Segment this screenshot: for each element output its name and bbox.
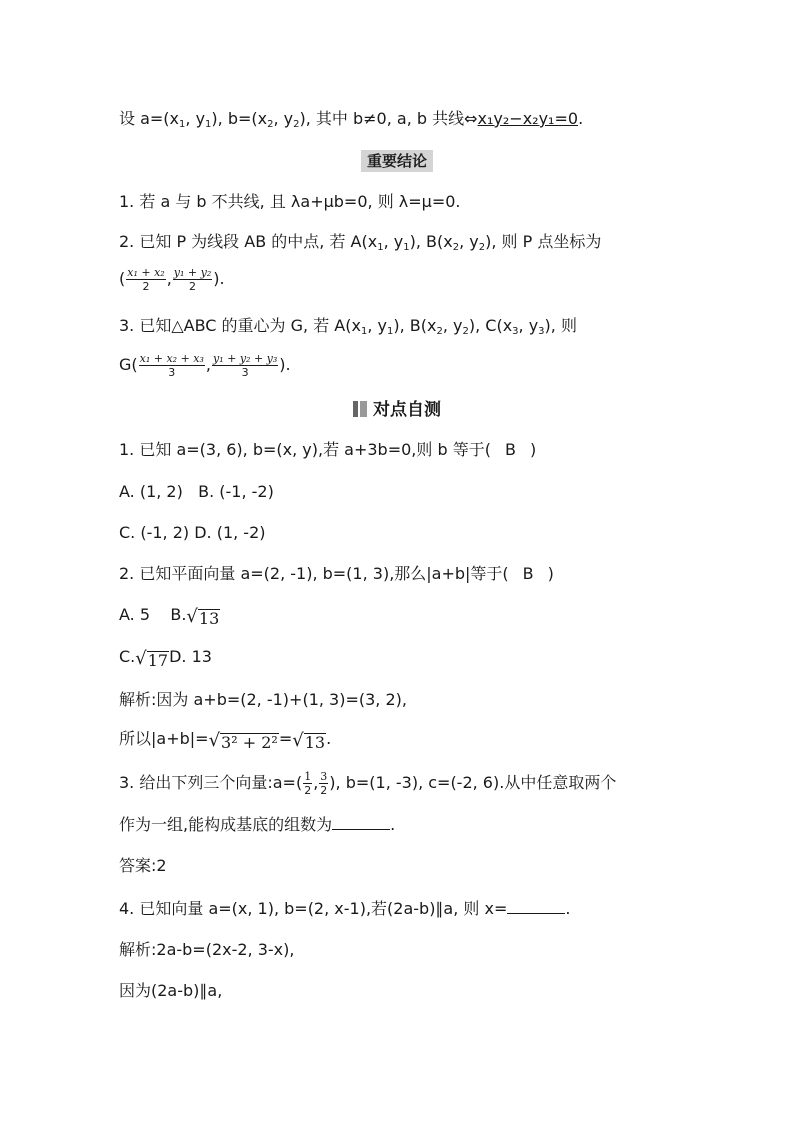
text: 作为一组,能构成基底的组数为 xyxy=(119,815,333,834)
subscript: 3 xyxy=(538,326,545,337)
question-3-answer xyxy=(119,855,167,877)
subscript: 1 xyxy=(179,119,186,130)
heading-label: 对点自测 xyxy=(373,400,441,420)
centroid-formula xyxy=(119,352,291,379)
question-1-options-ab xyxy=(119,481,274,503)
text: D. 13 xyxy=(169,647,212,666)
important-conclusions-heading xyxy=(0,150,794,172)
collinear-definition xyxy=(119,108,583,136)
subscript: 2 xyxy=(478,242,486,253)
text: , y xyxy=(442,316,463,335)
fraction-one-half xyxy=(303,770,312,797)
denominator: 2 xyxy=(320,784,328,797)
subscript: 1 xyxy=(360,326,368,337)
text: 4. 已知向量 a=(x, 1), b=(2, x-1),若(2a-b)∥a, 则 x= xyxy=(119,899,508,918)
paren: ) xyxy=(529,440,537,459)
subscript: 2 xyxy=(462,326,469,337)
text: ), C(x xyxy=(468,316,513,335)
text: , y xyxy=(459,232,479,251)
denominator: 3 xyxy=(241,366,249,379)
comma: , xyxy=(166,269,172,288)
radicand: 3² + 2² xyxy=(221,733,278,752)
text: C. (-1, 2) D. (1, -2) xyxy=(119,523,266,542)
answer-choice: B xyxy=(504,440,516,459)
subscript: 1 xyxy=(205,119,212,130)
denominator: 2 xyxy=(189,280,197,293)
text: 2. 已知平面向量 a=(2, -1), b=(1, 3),那么|a+b|等于( xyxy=(119,564,509,583)
text: , y xyxy=(383,232,404,251)
fraction-y xyxy=(173,266,212,293)
section-marker-icon xyxy=(353,401,367,417)
text: 所以|a+b|= xyxy=(119,729,209,748)
square-root xyxy=(209,731,279,752)
fraction-three-halves xyxy=(319,770,328,797)
text: . xyxy=(390,815,396,834)
conclusion-3 xyxy=(119,315,577,343)
question-2-options-cd xyxy=(119,646,212,670)
text: ), 则 xyxy=(544,316,577,335)
numerator: 3 xyxy=(320,770,328,783)
question-1 xyxy=(119,439,536,461)
paren: ). xyxy=(279,355,291,374)
conclusion-1 xyxy=(119,191,461,213)
text: , y xyxy=(518,316,539,335)
numerator: x₁ + x₂ xyxy=(127,266,165,279)
question-2-solution-1 xyxy=(119,689,407,711)
subscript: 1 xyxy=(377,242,384,253)
fraction-x xyxy=(139,352,205,379)
radical-sign: √ xyxy=(292,730,304,751)
answer-blank[interactable] xyxy=(507,899,565,914)
text: , y xyxy=(367,316,387,335)
text: 1. 若 a 与 b 不共线, 且 λa+μb=0, 则 λ=μ=0. xyxy=(119,192,461,211)
comma: , xyxy=(313,773,319,792)
text: . xyxy=(578,109,584,128)
radical-sign: √ xyxy=(208,730,221,751)
text: ), b=(x xyxy=(211,109,268,128)
text: , y xyxy=(185,109,206,128)
subscript: 1 xyxy=(386,326,394,337)
comma: , xyxy=(205,355,211,374)
numerator: y₁ + y₂ + y₃ xyxy=(213,352,278,365)
text: 3. 已知△ABC 的重心为 G, 若 A(x xyxy=(119,316,361,335)
question-3 xyxy=(119,770,616,797)
radicand: 17 xyxy=(147,651,169,670)
denominator: 2 xyxy=(142,280,150,293)
denominator: 2 xyxy=(304,784,312,797)
subscript: 2 xyxy=(436,326,443,337)
text: 答案:2 xyxy=(119,856,167,875)
text: ), 则 P 点坐标为 xyxy=(485,232,602,251)
text: . xyxy=(326,729,332,748)
text: 1. 已知 a=(3, 6), b=(x, y),若 a+3b=0,则 b 等于( xyxy=(119,440,491,459)
subscript: 2 xyxy=(293,119,300,130)
midpoint-formula xyxy=(119,266,225,293)
subscript: 3 xyxy=(512,326,519,337)
numerator: x₁ + x₂ + x₃ xyxy=(139,352,204,365)
answer-choice: B xyxy=(522,564,534,583)
text: ), 其中 b≠0, a, b 共线⇔ xyxy=(299,109,478,128)
denominator: 3 xyxy=(168,366,176,379)
text: , y xyxy=(273,109,294,128)
subscript: 1 xyxy=(403,242,410,253)
self-test-heading xyxy=(0,398,794,422)
text: 解析:2a-b=(2x-2, 3-x), xyxy=(119,940,295,959)
question-4-solution-2 xyxy=(119,980,222,1002)
square-root xyxy=(186,607,220,628)
question-2-solution-2 xyxy=(119,728,331,752)
collinear-condition: x₁y₂−x₂y₁=0 xyxy=(477,109,579,128)
conclusion-2 xyxy=(119,231,601,259)
subscript: 2 xyxy=(452,242,460,253)
paren: ). xyxy=(213,269,225,288)
text: A. (1, 2) B. (-1, -2) xyxy=(119,482,274,501)
heading-label: 重要结论 xyxy=(361,150,433,172)
subscript: 2 xyxy=(267,119,274,130)
fraction-y xyxy=(212,352,278,379)
text: ), b=(1, -3), c=(-2, 6).从中任意取两个 xyxy=(329,773,617,792)
square-root xyxy=(135,649,169,670)
text: 设 a=(x xyxy=(119,109,180,128)
text: ), B(x xyxy=(409,232,453,251)
radicand: 13 xyxy=(198,609,220,628)
radicand: 13 xyxy=(304,733,326,752)
fraction-x xyxy=(126,266,165,293)
question-2 xyxy=(119,563,554,585)
paren: ) xyxy=(547,564,554,583)
paren: ( xyxy=(119,269,126,288)
question-3-cont xyxy=(119,814,395,836)
radical-sign: √ xyxy=(135,648,147,669)
radical-sign: √ xyxy=(186,606,198,627)
question-4 xyxy=(119,898,570,920)
text: 2. 已知 P 为线段 AB 的中点, 若 A(x xyxy=(119,232,378,251)
paren: G( xyxy=(119,355,138,374)
text: = xyxy=(278,729,293,748)
text: . xyxy=(565,899,571,918)
text: 3. 给出下列三个向量:a=( xyxy=(119,773,303,792)
text: ), B(x xyxy=(393,316,437,335)
text: 解析:因为 a+b=(2, -1)+(1, 3)=(3, 2), xyxy=(119,690,407,709)
text: 因为(2a-b)∥a, xyxy=(119,981,223,1000)
text: A. 5 B. xyxy=(119,605,187,624)
text: C. xyxy=(119,647,136,666)
answer-blank[interactable] xyxy=(332,815,390,830)
question-4-solution-1 xyxy=(119,939,294,961)
square-root xyxy=(292,731,326,752)
question-1-options-cd xyxy=(119,522,266,544)
numerator: y₁ + y₂ xyxy=(173,266,212,279)
numerator: 1 xyxy=(304,770,312,783)
question-2-options-ab xyxy=(119,604,220,628)
